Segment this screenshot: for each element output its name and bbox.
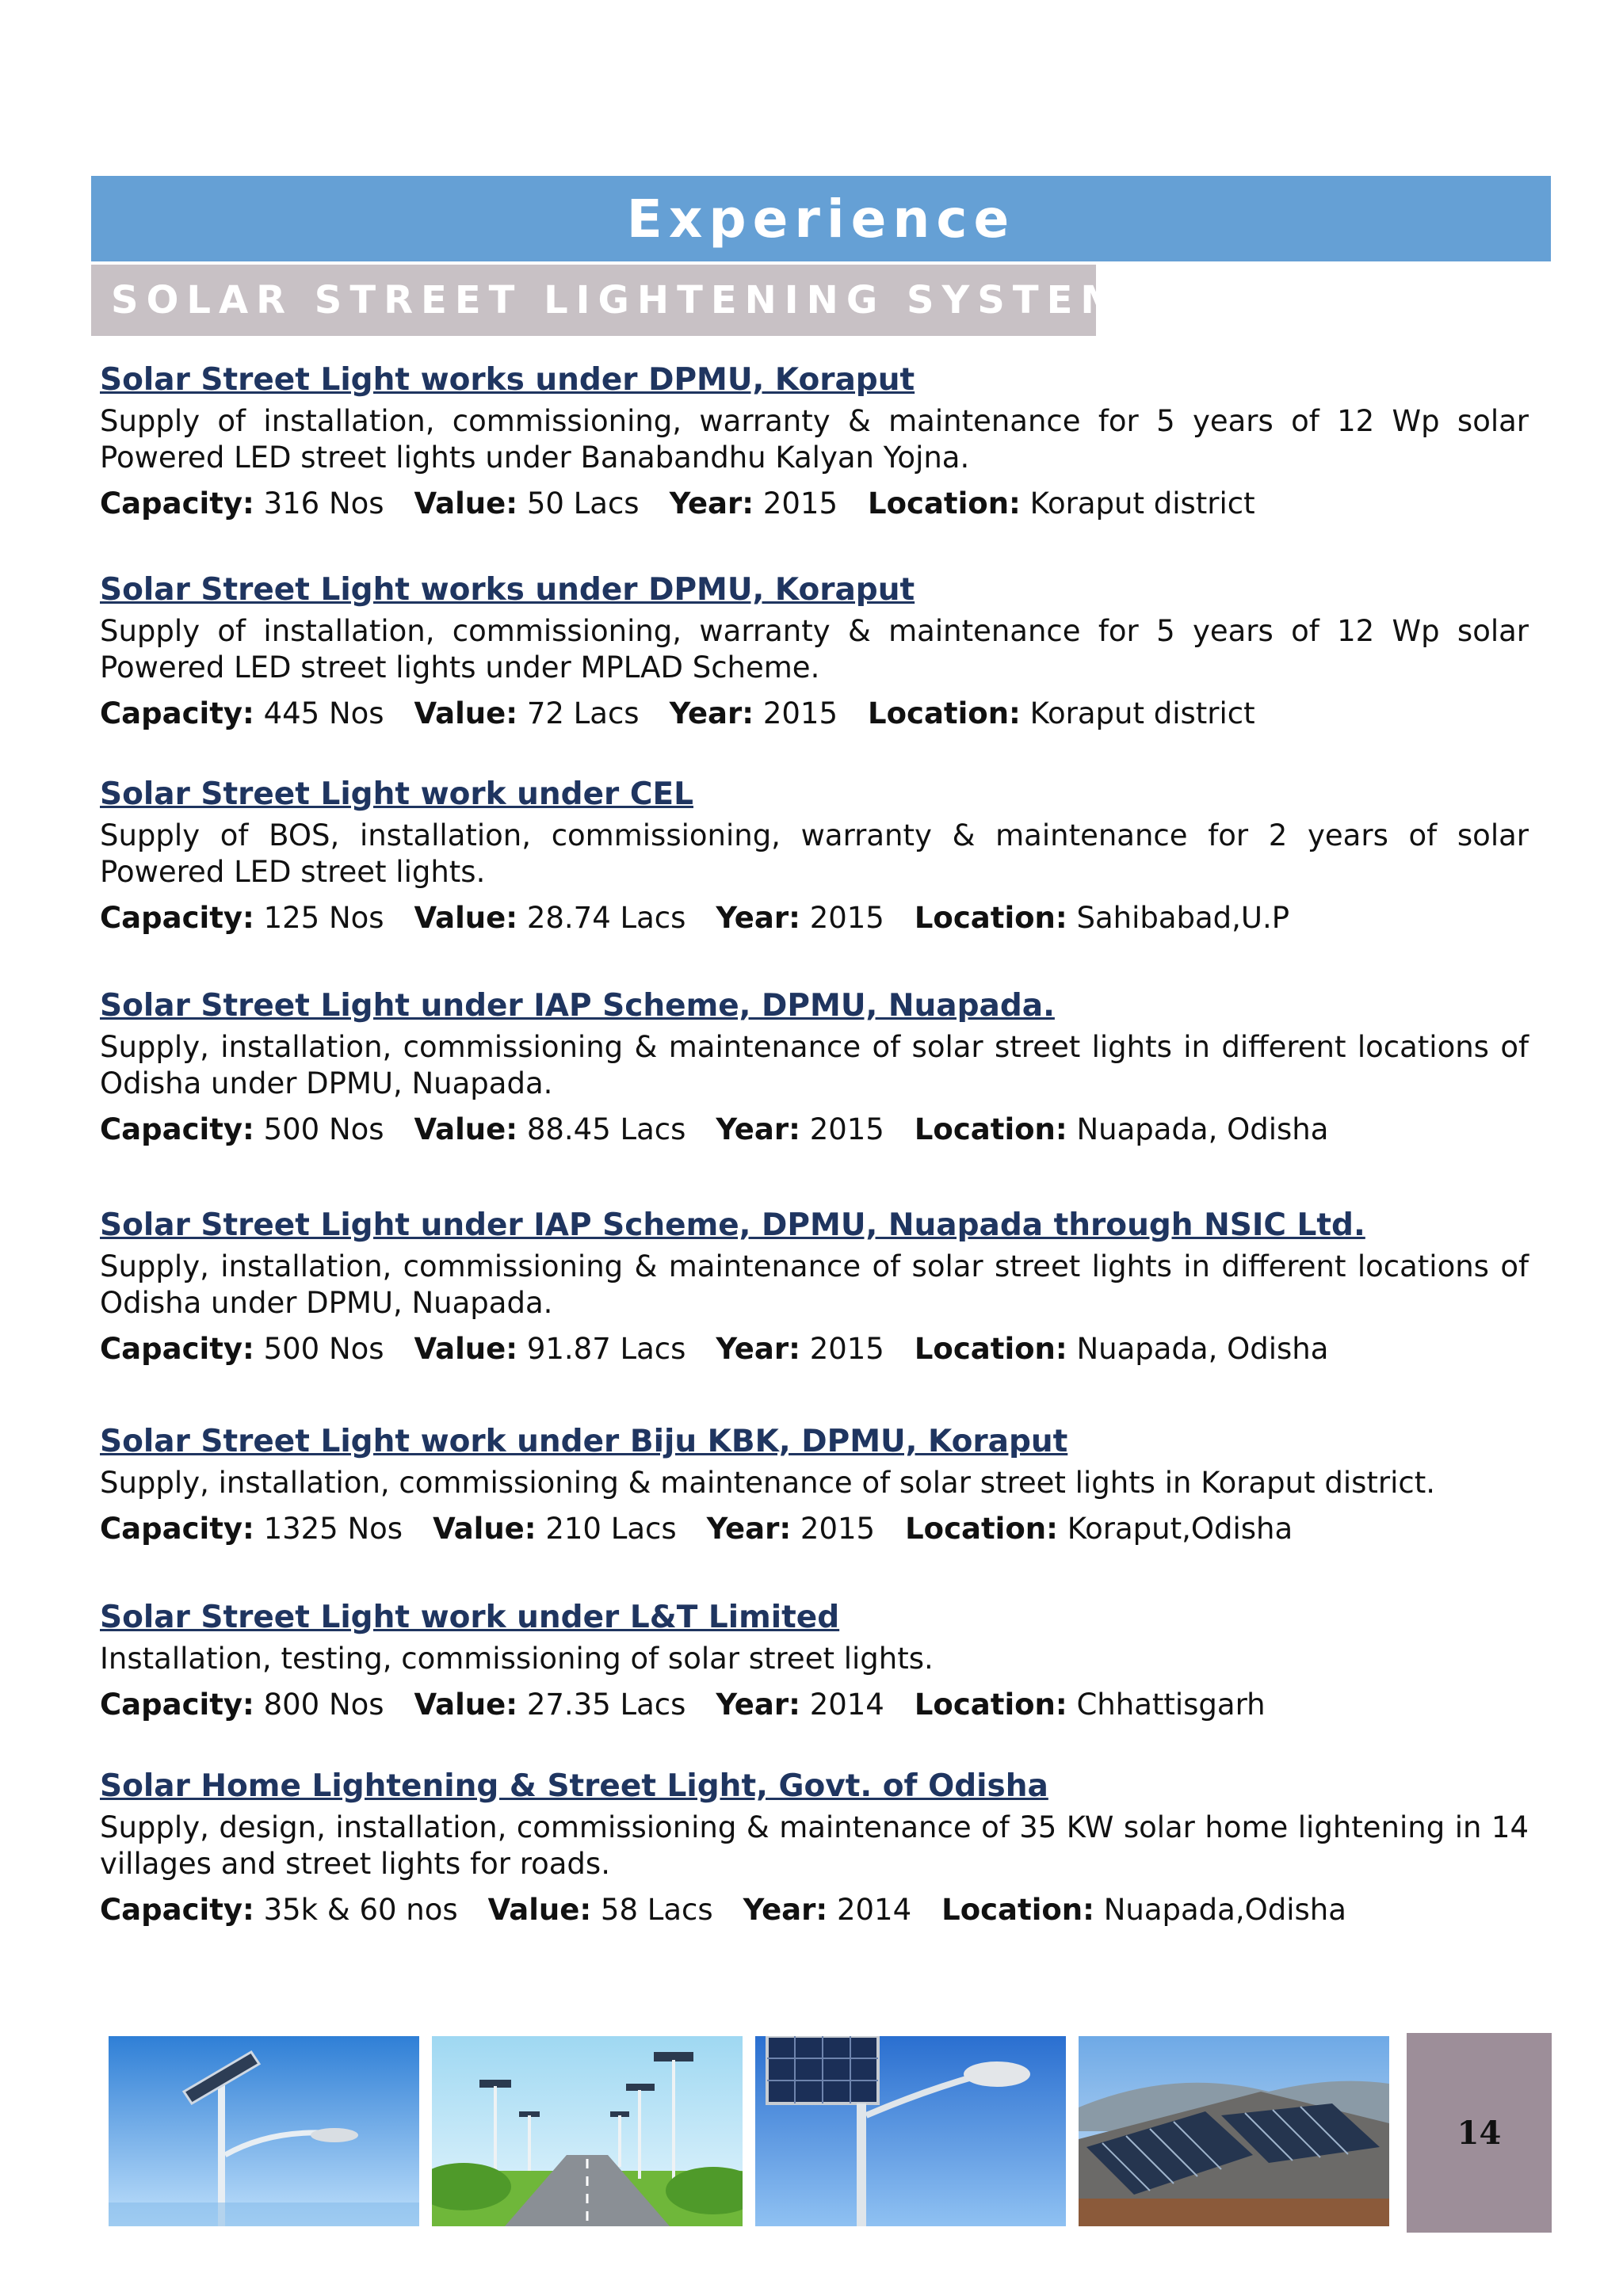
location-value: Nuapada, Odisha [1076, 1112, 1329, 1146]
project-description: Installation, testing, commissioning of solar street lights. [100, 1642, 934, 1676]
capacity-label: Capacity: [100, 486, 254, 521]
project-description: Supply, installation, commissioning & maintenance of solar street lights in different locations of Odisha under DPMU, Nuapada. [100, 1030, 1529, 1100]
project-title[interactable]: Solar Street Light work under L&T Limited [100, 1600, 840, 1635]
value-amount: 50 Lacs [526, 486, 640, 521]
location-value: Nuapada,Odisha [1103, 1893, 1346, 1927]
project-item [100, 360, 1529, 522]
location-label: Location: [914, 1688, 1067, 1722]
value-amount: 27.35 Lacs [526, 1688, 686, 1722]
location-label: Location: [941, 1893, 1094, 1927]
year-value: 2015 [809, 901, 884, 935]
page-number-box [1407, 2033, 1552, 2233]
capacity-value: 1325 Nos [263, 1512, 403, 1546]
location-value: Koraput district [1029, 486, 1255, 521]
year-value: 2015 [762, 486, 838, 521]
location-value: Sahibabad,U.P [1076, 901, 1290, 935]
page-number: 14 [1457, 2114, 1502, 2152]
capacity-label: Capacity: [100, 901, 254, 935]
project-title[interactable]: Solar Street Light work under Biju KBK, DPMU, Koraput [100, 1424, 1068, 1459]
value-amount: 88.45 Lacs [526, 1112, 686, 1146]
year-value: 2014 [836, 1893, 912, 1927]
year-label: Year: [716, 901, 800, 935]
capacity-label: Capacity: [100, 696, 254, 730]
value-label: Value: [414, 696, 518, 730]
solar-road-lights-photo [432, 2036, 743, 2226]
project-item [100, 1767, 1529, 1928]
value-label: Value: [414, 486, 518, 521]
project-title[interactable]: Solar Street Light work under CEL [100, 776, 693, 812]
project-title[interactable]: Solar Street Light works under DPMU, Koraput [100, 362, 915, 398]
year-value: 2014 [809, 1688, 884, 1722]
project-description: Supply of installation, commissioning, warranty & maintenance for 5 years of 12 Wp solar Powered LED street lights under MPLAD Scheme. [100, 614, 1529, 685]
project-item [100, 775, 1529, 936]
project-meta [100, 1687, 1529, 1723]
year-value: 2015 [809, 1332, 884, 1366]
solar-panel-lamp-photo [755, 2036, 1066, 2226]
project-meta [100, 1112, 1529, 1148]
section-header-band [91, 176, 1551, 261]
value-label: Value: [414, 1688, 518, 1722]
project-meta [100, 696, 1529, 732]
capacity-label: Capacity: [100, 1112, 254, 1146]
location-value: Chhattisgarh [1076, 1688, 1266, 1722]
capacity-value: 445 Nos [263, 696, 384, 730]
project-description: Supply, installation, commissioning & maintenance of solar street lights in Koraput district. [100, 1466, 1436, 1500]
value-amount: 28.74 Lacs [526, 901, 686, 935]
solar-street-light-photo [109, 2036, 419, 2226]
project-meta [100, 1892, 1529, 1928]
value-label: Value: [414, 901, 518, 935]
value-label: Value: [414, 1332, 518, 1366]
project-item [100, 1598, 1529, 1723]
location-label: Location: [868, 696, 1021, 730]
year-label: Year: [716, 1688, 800, 1722]
solar-water-heater-photo [1079, 2036, 1389, 2226]
year-label: Year: [716, 1112, 800, 1146]
project-meta [100, 1511, 1529, 1547]
capacity-label: Capacity: [100, 1893, 254, 1927]
project-item [100, 1206, 1529, 1367]
value-amount: 72 Lacs [526, 696, 640, 730]
capacity-value: 800 Nos [263, 1688, 384, 1722]
capacity-label: Capacity: [100, 1332, 254, 1366]
project-item [100, 986, 1529, 1148]
project-title[interactable]: Solar Street Light works under DPMU, Koraput [100, 572, 915, 608]
value-amount: 58 Lacs [600, 1893, 713, 1927]
capacity-label: Capacity: [100, 1688, 254, 1722]
capacity-value: 35k & 60 nos [263, 1893, 458, 1927]
capacity-value: 500 Nos [263, 1112, 384, 1146]
project-description: Supply of installation, commissioning, warranty & maintenance for 5 years of 12 Wp solar Powered LED street lights under Banabandhu Kalyan Yojna. [100, 404, 1529, 475]
photo-strip [109, 2036, 1392, 2226]
value-label: Value: [487, 1893, 592, 1927]
location-value: Koraput district [1029, 696, 1255, 730]
location-label: Location: [905, 1512, 1058, 1546]
capacity-value: 500 Nos [263, 1332, 384, 1366]
year-label: Year: [669, 696, 754, 730]
location-label: Location: [914, 1332, 1067, 1366]
location-value: Nuapada, Odisha [1076, 1332, 1329, 1366]
project-title[interactable]: Solar Street Light under IAP Scheme, DPMU, Nuapada. [100, 988, 1055, 1024]
location-value: Koraput,Odisha [1067, 1512, 1293, 1546]
value-label: Value: [414, 1112, 518, 1146]
project-meta [100, 486, 1529, 522]
location-label: Location: [868, 486, 1021, 521]
capacity-label: Capacity: [100, 1512, 254, 1546]
year-label: Year: [706, 1512, 792, 1546]
year-value: 2015 [762, 696, 838, 730]
year-label: Year: [716, 1332, 800, 1366]
year-label: Year: [669, 486, 754, 521]
section-subheader-band [91, 265, 1162, 336]
project-description: Supply of BOS, installation, commissioning, warranty & maintenance for 2 years of solar Powered LED street lights. [100, 818, 1529, 889]
page-title: Experience [626, 188, 1016, 250]
capacity-value: 125 Nos [263, 901, 384, 935]
project-description: Supply, design, installation, commissioning & maintenance of 35 KW solar home lightening in 14 villages and street lights for roads. [100, 1810, 1529, 1881]
project-title[interactable]: Solar Home Lightening & Street Light, Govt. of Odisha [100, 1768, 1048, 1804]
value-label: Value: [433, 1512, 537, 1546]
year-value: 2015 [809, 1112, 884, 1146]
year-label: Year: [743, 1893, 828, 1927]
section-subtitle: SOLAR STREET LIGHTENING SYSTEMS [111, 278, 1162, 322]
project-meta [100, 1331, 1529, 1367]
project-meta [100, 900, 1529, 936]
project-description: Supply, installation, commissioning & maintenance of solar street lights in different locations of Odisha under DPMU, Nuapada. [100, 1249, 1529, 1320]
location-label: Location: [914, 1112, 1067, 1146]
capacity-value: 316 Nos [263, 486, 384, 521]
project-item [100, 1422, 1529, 1547]
project-title[interactable]: Solar Street Light under IAP Scheme, DPMU, Nuapada through NSIC Ltd. [100, 1207, 1365, 1243]
value-amount: 210 Lacs [545, 1512, 677, 1546]
year-value: 2015 [800, 1512, 876, 1546]
project-item [100, 570, 1529, 732]
location-label: Location: [914, 901, 1067, 935]
value-amount: 91.87 Lacs [526, 1332, 686, 1366]
